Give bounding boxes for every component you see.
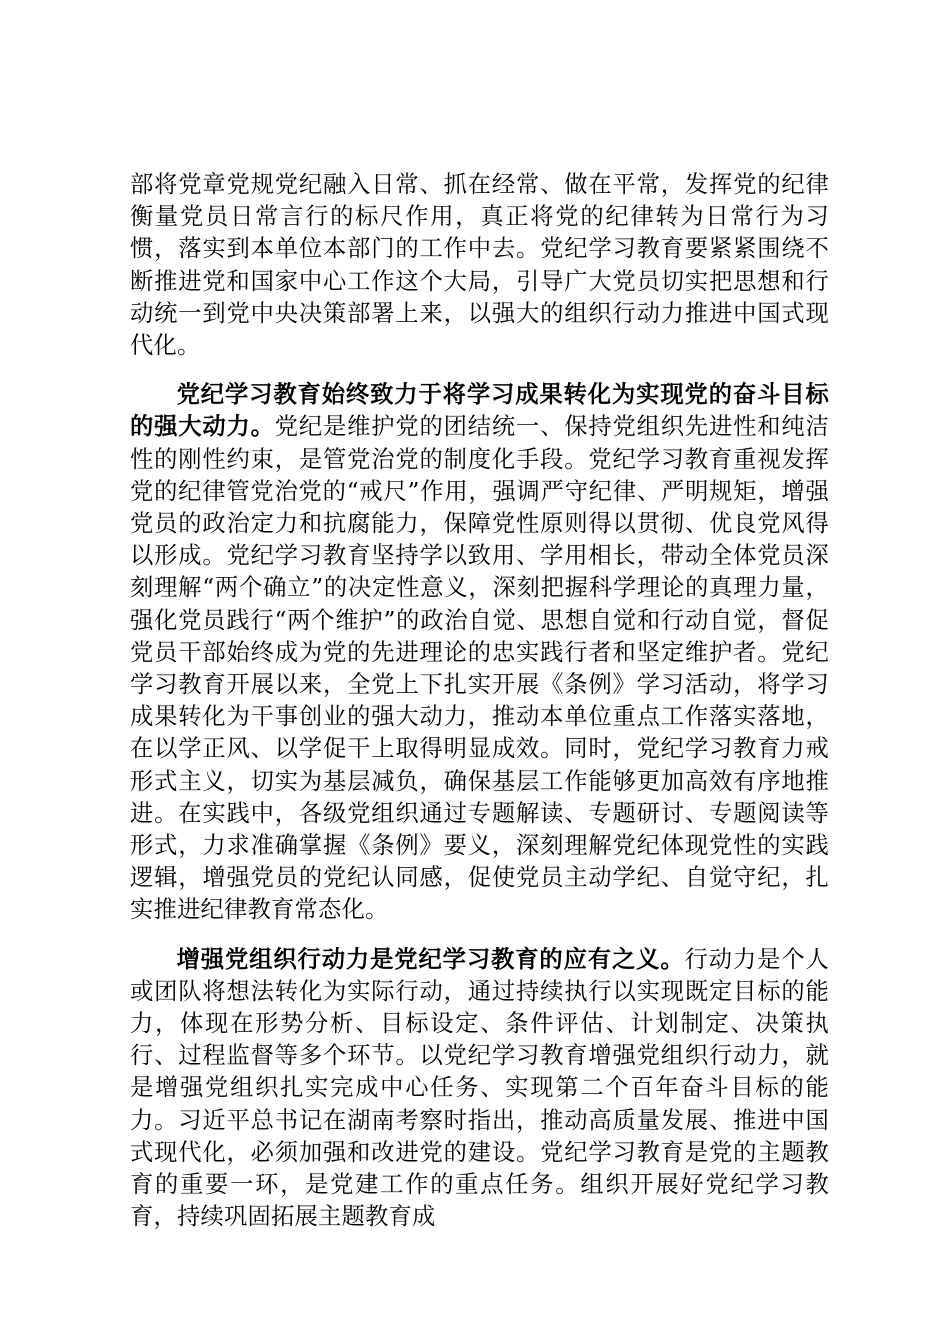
- paragraph-3-lead: 增强党组织行动力是党纪学习教育的应有之义。: [176, 945, 685, 973]
- paragraph-3: [130, 944, 829, 1234]
- paragraph-2-body: 党纪是维护党的团结统一、保持党组织先进性和纯洁性的刚性约束，是管党治党的制度化手段。党纪学习教育重视发挥党的纪律管党治党的“戒尺”作用，强调严守纪律、严明规矩，增强党员的政治定力和抗腐能力，保障党性原则得以贯彻、优良党风得以形成。党纪学习教育坚持学以致用、学用相长，带动全体党员深刻理解“两个确立”的决定性意义，深刻把握科学理论的真理力量，强化党员践行“两个维护”的政治自觉、思想自觉和行动自觉，督促党员干部始终成为党的先进理论的忠实践行者和坚定维护者。党纪学习教育开展以来，全党上下扎实开展《条例》学习活动，将学习成果转化为干事创业的强大动力，推动本单位重点工作落实落地，在以学正风、以学促干上取得明显成效。同时，党纪学习教育力戒形式主义，切实为基层减负，确保基层工作能够更加高效有序地推进。在实践中，各级党组织通过专题解读、专题研讨、专题阅读等形式，力求准确掌握《条例》要义，深刻理解党纪体现党性的实践逻辑，增强党员的党纪认同感，促使党员主动学纪、自觉守纪，扎实推进纪律教育常态化。: [130, 413, 829, 924]
- paragraph-1-body: 部将党章党规党纪融入日常、抓在经常、做在平常，发挥党的纪律衡量党员日常言行的标尺作用，真正将党的纪律转为日常行为习惯，落实到本单位本部门的工作中去。党纪学习教育要紧紧围绕不断推进党和国家中心工作这个大局，引导广大党员切实把思想和行动统一到党中央决策部署上来，以强大的组织行动力推进中国式现代化。: [130, 171, 829, 360]
- paragraph-2: [130, 379, 829, 926]
- paragraph-2-lead: 党纪学习教育始终致力于将学习成果转化为实现党的奋斗目标的强大动力。: [130, 381, 829, 441]
- paragraph-1: [130, 169, 829, 362]
- paragraph-3-body: 行动力是个人或团队将想法转化为实际行动，通过持续执行以实现既定目标的能力，体现在形势分析、目标设定、条件评估、计划制定、决策执行、过程监督等多个环节。以党纪学习教育增强党组织行动力，就是增强党组织扎实完成中心任务、实现第二个百年奋斗目标的能力。习近平总书记在湖南考察时指出，推动高质量发展、推进中国式现代化，必须加强和改进党的建设。党纪学习教育是党的主题教育的重要一环，是党建工作的重点任务。组织开展好党纪学习教育，持续巩固拓展主题教育成: [130, 945, 830, 1231]
- document-page: [130, 169, 829, 1251]
